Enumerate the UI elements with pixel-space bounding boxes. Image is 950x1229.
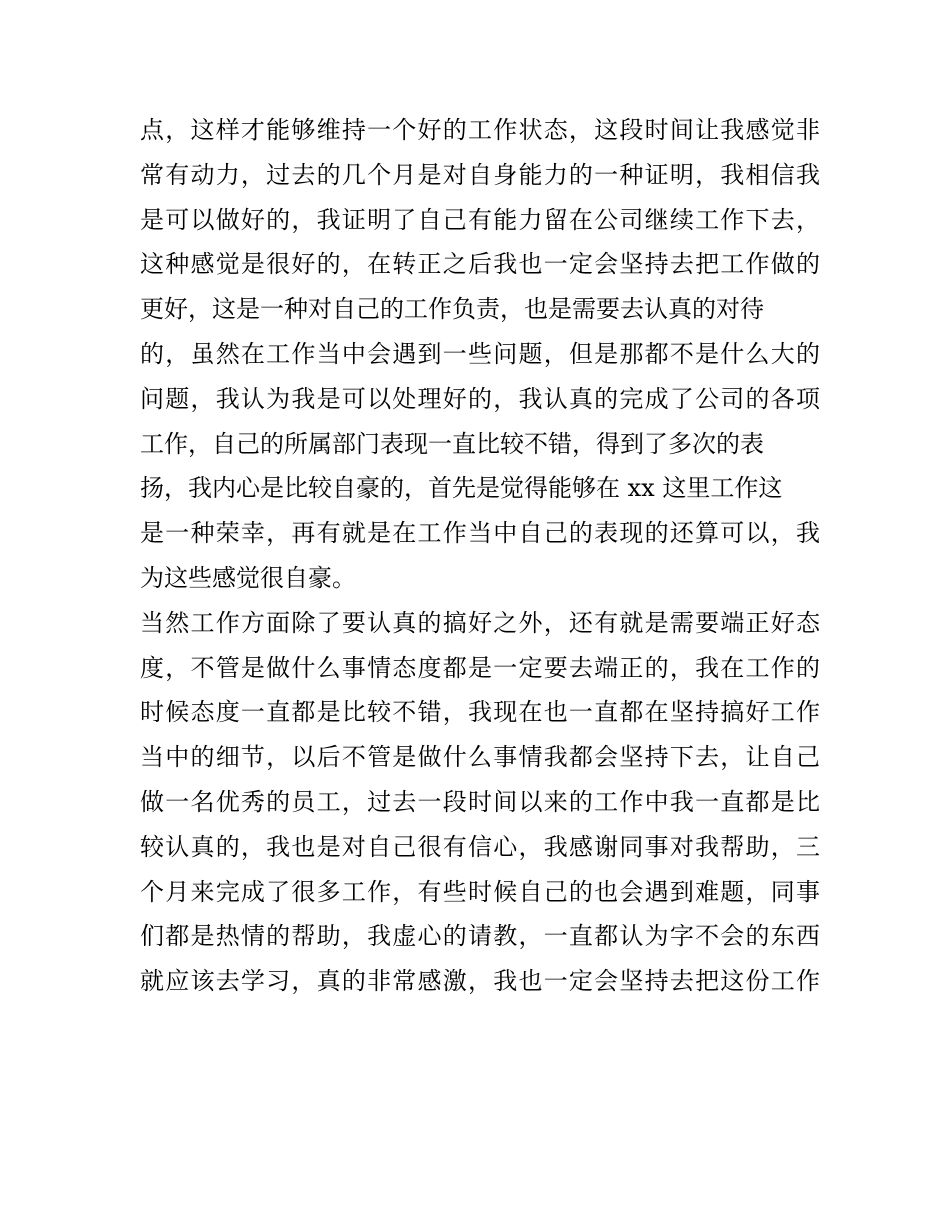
text-line: 度，不管是做什么事情态度都是一定要去端正的，我在工作的	[140, 653, 820, 682]
text-line: 更好，这是一种对自己的工作负责，也是需要去认真的对待	[140, 295, 764, 324]
text-line: 时候态度一直都是比较不错，我现在也一直都在坚持搞好工作	[140, 698, 820, 727]
text-line: 的，虽然在工作当中会遇到一些问题，但是那都不是什么大的	[140, 339, 820, 368]
text-line: 较认真的，我也是对自己很有信心，我感谢同事对我帮助，三	[140, 832, 820, 861]
text-line: 是可以做好的，我证明了自己有能力留在公司继续工作下去，	[140, 205, 820, 234]
text-line: 扬，我内心是比较自豪的，首先是觉得能够在 xx 这里工作这	[140, 474, 783, 503]
text-line: 们都是热情的帮助，我虚心的请教，一直都认为字不会的东西	[140, 922, 820, 951]
text-line: 个月来完成了很多工作，有些时候自己的也会遇到难题，同事	[140, 877, 820, 906]
body-text	[140, 108, 820, 1004]
text-line: 这种感觉是很好的，在转正之后我也一定会坚持去把工作做的	[140, 250, 820, 279]
text-line: 当然工作方面除了要认真的搞好之外，还有就是需要端正好态	[140, 608, 820, 637]
text-line: 点，这样才能够维持一个好的工作状态，这段时间让我感觉非	[140, 116, 820, 144]
text-line: 是一种荣幸，再有就是在工作当中自己的表现的还算可以，我	[140, 519, 820, 548]
text-line: 就应该去学习，真的非常感激，我也一定会坚持去把这份工作	[140, 967, 820, 996]
text-line: 问题，我认为我是可以处理好的，我认真的完成了公司的各项	[140, 384, 820, 413]
text-line: 当中的细节，以后不管是做什么事情我都会坚持下去，让自己	[140, 743, 820, 772]
text-line: 常有动力，过去的几个月是对自身能力的一种证明，我相信我	[140, 160, 820, 189]
text-line: 做一名优秀的员工，过去一段时间以来的工作中我一直都是比	[140, 787, 820, 816]
text-line: 工作，自己的所属部门表现一直比较不错，得到了多次的表	[140, 429, 764, 458]
text-line: 为这些感觉很自豪。	[140, 563, 356, 592]
